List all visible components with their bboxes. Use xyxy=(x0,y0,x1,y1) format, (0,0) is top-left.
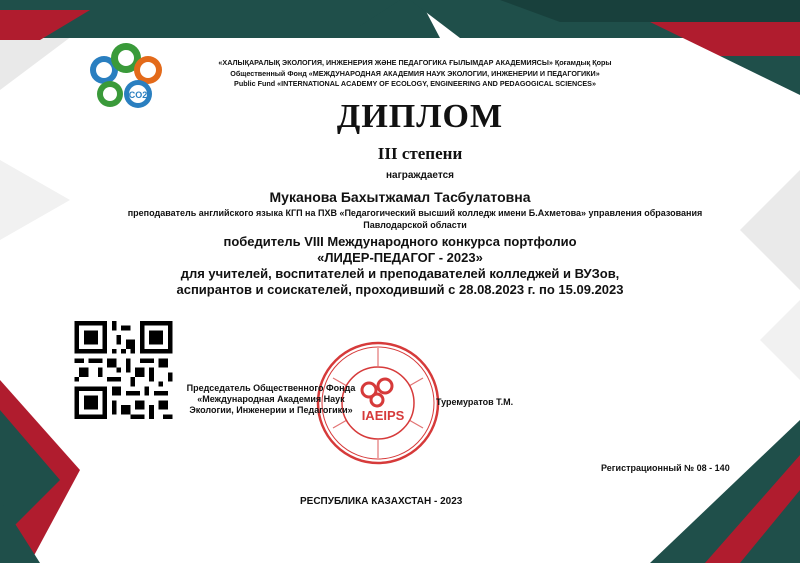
org-name-kz: «ХАЛЫҚАРАЛЫҚ ЭКОЛОГИЯ, ИНЖЕНЕРИЯ ЖӘНЕ ПЕДАГОГИКА ҒЫЛЫМДАР АКАДЕМИЯСЫ» Қоғамдық Қоры xyxy=(218,58,612,67)
country-year: РЕСПУБЛИКА КАЗАХСТАН - 2023 xyxy=(300,496,463,507)
org-name-en: Public Fund «INTERNATIONAL ACADEMY OF ECOLOGY, ENGINEERING AND PEDAGOGICAL SCIENCES» xyxy=(234,79,596,88)
chairman-line-2: «Международная Академия Наук xyxy=(197,394,345,404)
qr-code-icon xyxy=(70,321,177,419)
chairman-line-3: Экологии, Инженерии и Педагогики» xyxy=(189,405,353,415)
diploma-title: ДИПЛОМ xyxy=(336,98,504,135)
signer-name: Туремуратов Т.М. xyxy=(436,397,514,407)
org-name-ru: Общественный Фонд «МЕЖДУНАРОДНАЯ АКАДЕМИЯ НАУК ЭКОЛОГИИ, ИНЖЕНЕРИИ И ПЕДАГОГИКИ» xyxy=(230,68,600,78)
award-line-1: победитель VIII Международного конкурса портфолио xyxy=(223,234,577,249)
position-line-2: Павлодарской области xyxy=(363,220,467,230)
recipient-name: Муканова Бахытжамал Тасбулатовна xyxy=(269,189,531,205)
awarded-label: награждается xyxy=(385,170,455,181)
logo-co2-label: CO2 xyxy=(128,90,148,100)
recipient-position xyxy=(100,207,730,231)
award-line-2: «ЛИДЕР-ПЕДАГОГ - 2023» xyxy=(317,250,483,265)
diploma-degree: III степени xyxy=(377,144,463,163)
chairman-title xyxy=(176,383,366,416)
chairman-line-1: Председатель Общественного Фонда xyxy=(186,383,356,393)
organization-header xyxy=(200,58,630,90)
stamp-abbreviation: IAEIPS xyxy=(361,408,405,423)
award-line-4: аспирантов и соискателей, проходивший с 28.08.2023 г. по 15.09.2023 xyxy=(176,282,624,297)
registration-number: Регистрационный № 08 - 140 xyxy=(601,463,730,473)
award-line-3: для учителей, воспитателей и преподавателей колледжей и ВУЗов, xyxy=(180,266,620,281)
position-line-1: преподаватель английского языка КГП на ПХВ «Педагогический высший колледж имени Б.Ахметова» управления образования xyxy=(127,208,703,218)
award-description xyxy=(0,234,800,298)
